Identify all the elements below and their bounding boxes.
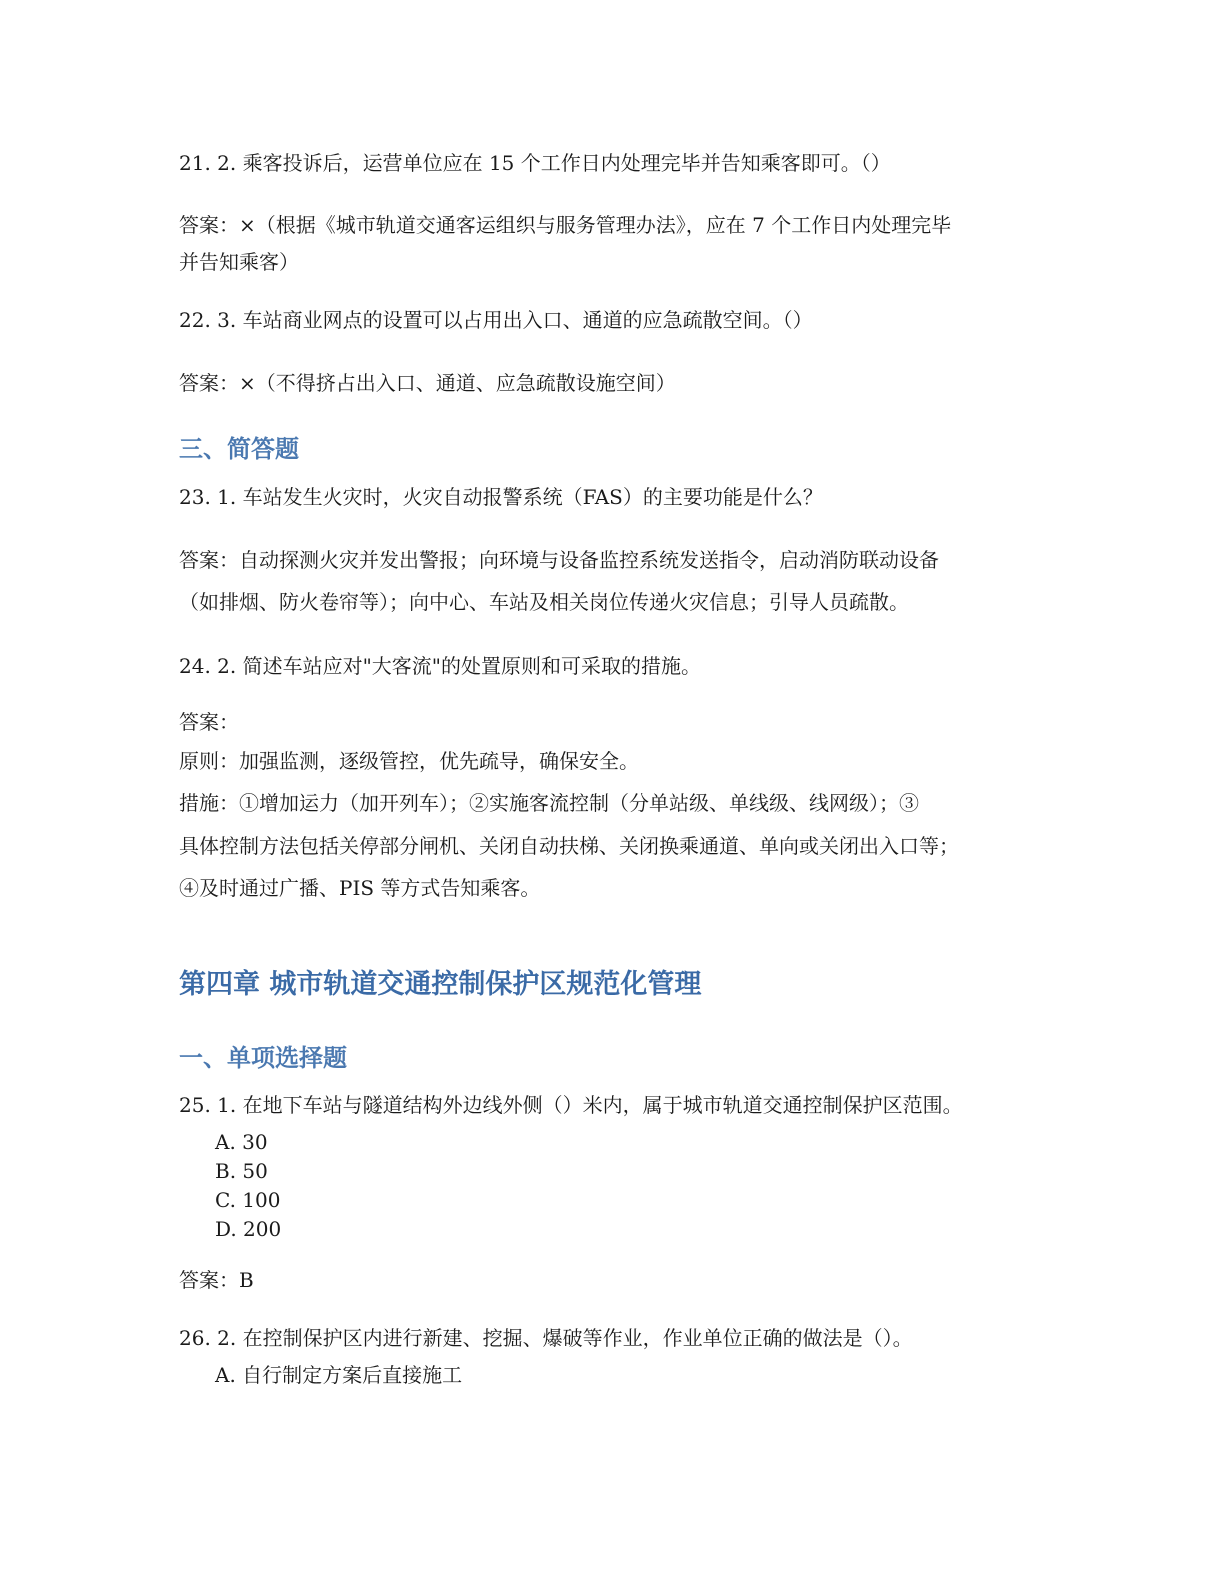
answer-24-principle: 原则：加强监测，逐级管控，优先疏导，确保安全。 <box>179 749 639 773</box>
question-25-option-a: A. 30 <box>215 1130 268 1154</box>
section-heading-short-answer: 三、简答题 <box>179 435 299 463</box>
section-heading-single-choice: 一、单项选择题 <box>179 1044 347 1072</box>
chapter-title: 第四章 城市轨道交通控制保护区规范化管理 <box>179 969 702 1000</box>
question-25: 25. 1. 在地下车站与隧道结构外边线外侧（）米内，属于城市轨道交通控制保护区范围。 <box>179 1093 963 1117</box>
answer-24-measures-line-1: 措施：①增加运力（加开列车）；②实施客流控制（分单站级、单线级、线网级）；③ <box>179 791 919 815</box>
question-23: 23. 1. 车站发生火灾时，火灾自动报警系统（FAS）的主要功能是什么？ <box>179 485 823 509</box>
question-21: 21. 2. 乘客投诉后，运营单位应在 15 个工作日内处理完毕并告知乘客即可。（） <box>179 151 891 175</box>
answer-23-line-2: （如排烟、防火卷帘等）；向中心、车站及相关岗位传递火灾信息；引导人员疏散。 <box>179 590 909 614</box>
question-25-option-c: C. 100 <box>215 1188 281 1212</box>
answer-24-label: 答案： <box>179 710 239 734</box>
answer-21-line-1: 答案：×（根据《城市轨道交通客运组织与服务管理办法》，应在 7 个工作日内处理完毕 <box>179 213 952 237</box>
question-25-option-d: D. 200 <box>215 1217 282 1241</box>
question-26: 26. 2. 在控制保护区内进行新建、挖掘、爆破等作业，作业单位正确的做法是（）。 <box>179 1326 913 1350</box>
answer-23-line-1: 答案：自动探测火灾并发出警报；向环境与设备监控系统发送指令，启动消防联动设备 <box>179 548 939 572</box>
question-25-option-b: B. 50 <box>215 1159 268 1183</box>
question-24: 24. 2. 简述车站应对"大客流"的处置原则和可采取的措施。 <box>179 654 702 678</box>
question-26-option-a: A. 自行制定方案后直接施工 <box>215 1363 463 1387</box>
answer-22: 答案：×（不得挤占出入口、通道、应急疏散设施空间） <box>179 371 676 395</box>
answer-24-measures-line-2: 具体控制方法包括关停部分闸机、关闭自动扶梯、关闭换乘通道、单向或关闭出入口等； <box>179 834 959 858</box>
answer-25: 答案：B <box>179 1268 254 1292</box>
question-22: 22. 3. 车站商业网点的设置可以占用出入口、通道的应急疏散空间。（） <box>179 308 813 332</box>
answer-21-line-2: 并告知乘客） <box>179 250 299 274</box>
answer-24-measures-line-3: ④及时通过广播、PIS 等方式告知乘客。 <box>179 876 541 900</box>
